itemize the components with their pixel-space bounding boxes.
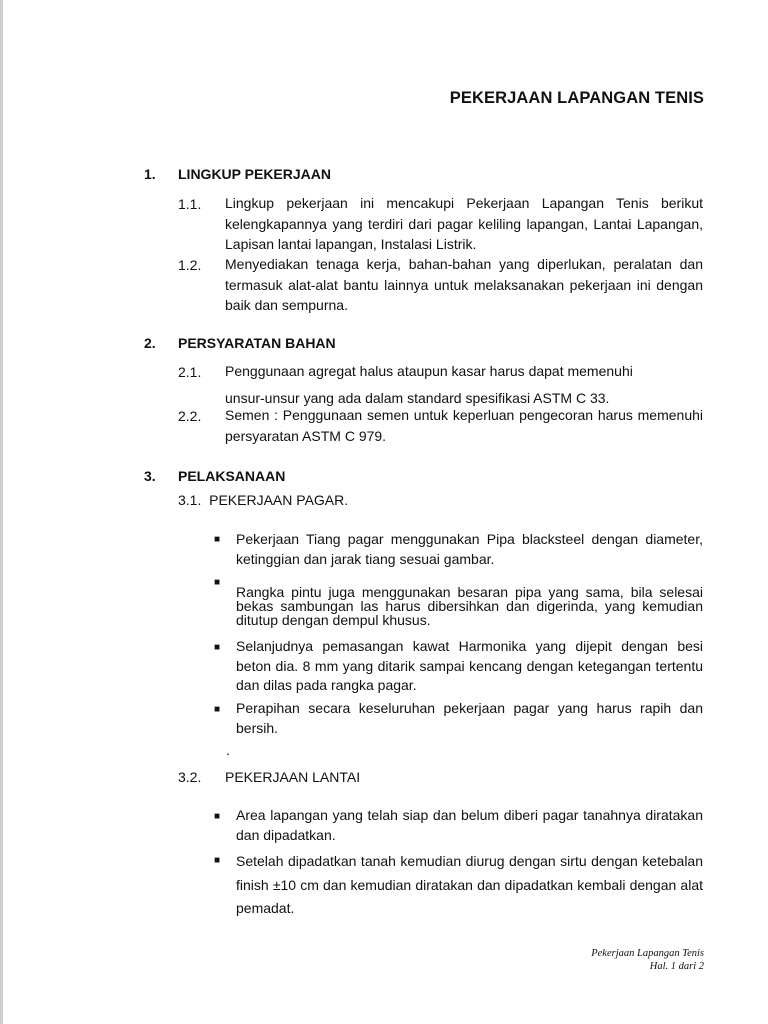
item-2-1-line2: unsur-unsur yang ada dalam standard spesifikasi ASTM C 33.: [225, 390, 610, 406]
bullet-3-1-1: Pekerjaan Tiang pagar menggunakan Pipa blacksteel dengan diameter, ketinggian dan jarak tiang sesuai gambar.: [236, 531, 703, 567]
bullet-3-1-4: Perapihan secara keseluruhan pekerjaan pagar yang harus rapih dan bersih.: [236, 700, 703, 736]
bullet-marker: ■: [214, 577, 221, 588]
bullet-marker: ■: [214, 534, 221, 545]
item-2-2-number: 2.2.: [178, 408, 202, 424]
section-2-number: 2.: [144, 335, 156, 351]
bullet-marker: ■: [214, 704, 221, 715]
bullet-marker: ■: [214, 642, 221, 653]
subsection-3-1-heading: 3.1. PEKERJAAN PAGAR.: [178, 492, 349, 508]
section-3-number: 3.: [144, 468, 156, 484]
bullet-3-1-2: Rangka pintu juga menggunakan besaran pipa yang sama, bila selesai bekas sambungan las harus dibersihkan dan digerinda, yang kemudian ditutup dengan dempul khusus.: [236, 584, 703, 628]
bullet-marker: ■: [214, 855, 221, 866]
page-edge: [0, 0, 3, 1024]
item-2-2-text: Semen : Penggunaan semen untuk keperluan pengecoran harus memenuhi persyaratan ASTM C 979.: [225, 407, 703, 444]
bullet-marker: ■: [214, 811, 221, 822]
document-title: PEKERJAAN LAPANGAN TENIS: [449, 89, 704, 107]
item-1-2-text: Menyediakan tenaga kerja, bahan-bahan yang diperlukan, peralatan dan termasuk alat-alat bantu lainnya untuk melaksanakan pekerjaan ini dengan baik dan sempurna.: [225, 256, 703, 313]
item-2-1-line1: Penggunaan agregat halus ataupun kasar harus dapat memenuhi: [225, 363, 633, 379]
item-1-2-number: 1.2.: [178, 257, 202, 273]
bullet-3-2-1: Area lapangan yang telah siap dan belum diberi pagar tanahnya diratakan dan dipadatkan.: [236, 807, 703, 843]
item-1-1-text: Lingkup pekerjaan ini mencakupi Pekerjaan Lapangan Tenis berikut kelengkapannya yang terdiri dari pagar keliling lapangan, Lantai Lapangan, Lapisan lantai lapangan, Instalasi Listrik.: [225, 195, 703, 252]
footer-title: Pekerjaan Lapangan Tenis: [591, 948, 704, 959]
section-3-title: PELAKSANAAN: [178, 468, 286, 484]
bullet-3-2-2: Setelah dipadatkan tanah kemudian diurug dengan sirtu dengan ketebalan finish ±10 cm dan kemudian diratakan dan dipadatkan kembali dengan alat pemadat.: [236, 853, 703, 916]
item-1-1-number: 1.1.: [178, 196, 202, 212]
trailing-period: .: [226, 742, 230, 758]
section-1-number: 1.: [144, 166, 156, 182]
subsection-3-2-number: 3.2.: [178, 769, 202, 785]
footer-page-number: Hal. 1 dari 2: [649, 960, 704, 972]
bullet-3-1-3: Selanjudnya pemasangan kawat Harmonika yang dijepit dengan besi beton dia. 8 mm yang ditarik sampai kencang dengan ketegangan tertentu dan dilas pada rangka pagar.: [236, 638, 703, 693]
section-2-title: PERSYARATAN BAHAN: [178, 335, 336, 351]
item-2-1-number: 2.1.: [178, 364, 202, 380]
subsection-3-2-heading: PEKERJAAN LANTAI: [225, 769, 361, 785]
footer: [480, 948, 704, 973]
section-1-title: LINGKUP PEKERJAAN: [178, 166, 331, 182]
